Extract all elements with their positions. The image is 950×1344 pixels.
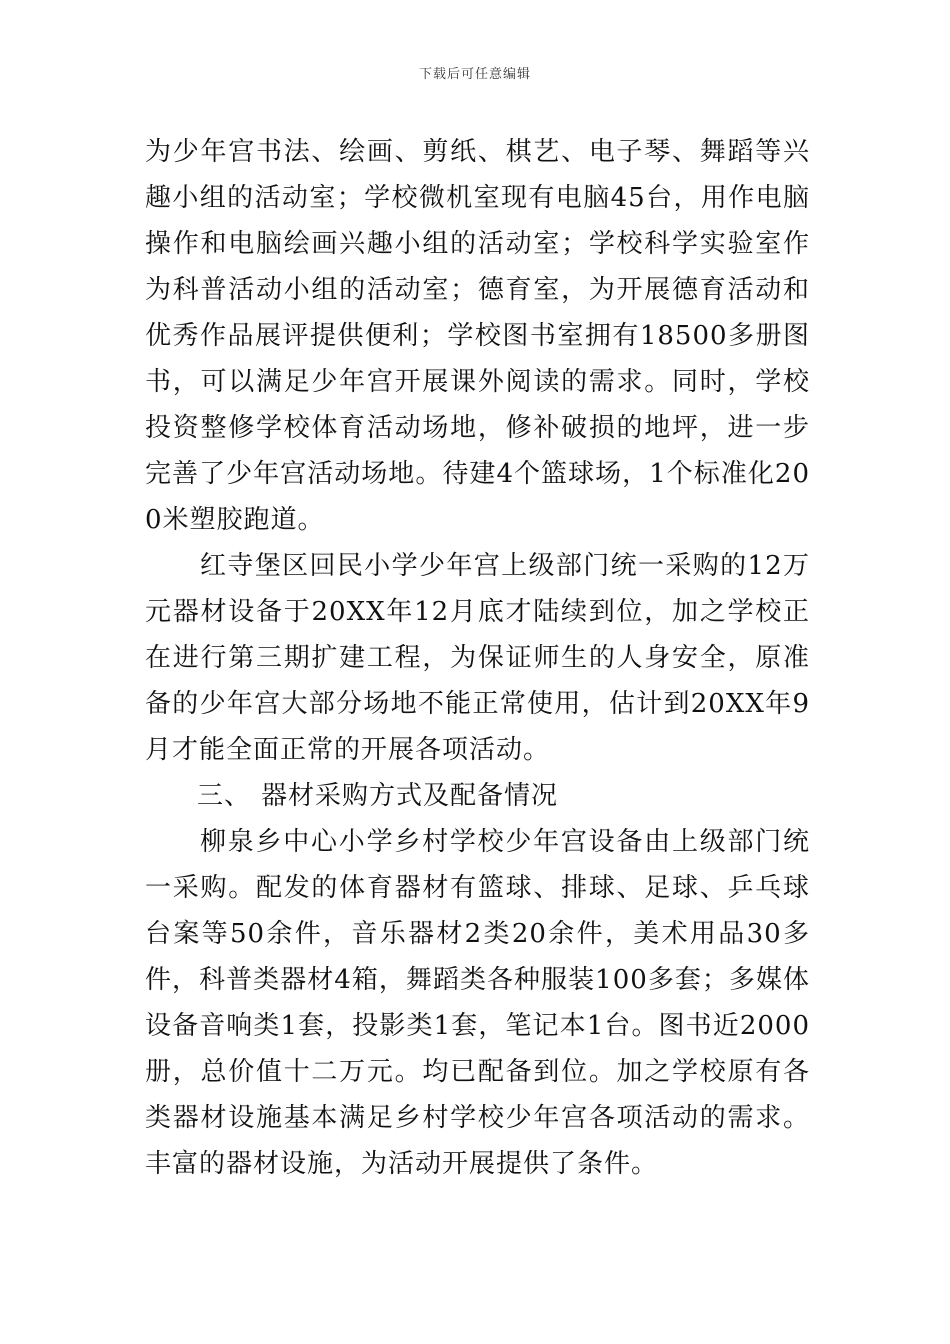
section-number: 三、 xyxy=(197,781,252,811)
paragraph-equipment-delay: 红寺堡区回民小学少年宫上级部门统一采购的12万元器材设备于20XX年12月底才陆续到位，加之学校正在进行第三期扩建工程，为保证师生的人身安全，原准备的少年宫大部分场地不能正常使用，估计到20XX年9月才能全面正常的开展各项活动。 xyxy=(145,551,810,765)
paragraph-procurement: 柳泉乡中心小学乡村学校少年宫设备由上级部门统一采购。配发的体育器材有篮球、排球、足球、乒乓球台案等50余件，音乐器材2类20余件，美术用品30多件，科普类器材4箱，舞蹈类各种服装100多套；多媒体设备音响类1套，投影类1套，笔记本1台。图书近2000册，总价值十二万元。均已配备到位。加之学校原有各类器材设施基本满足乡村学校少年宫各项活动的需求。丰富的器材设施，为活动开展提供了条件。 xyxy=(145,827,810,1179)
page-header: 下载后可任意编辑 xyxy=(418,67,531,82)
document-body xyxy=(145,129,810,1187)
section-heading xyxy=(145,773,810,819)
section-title: 器材采购方式及配备情况 xyxy=(261,781,559,811)
paragraph-facilities: 为少年宫书法、绘画、剪纸、棋艺、电子琴、舞蹈等兴趣小组的活动室；学校微机室现有电脑45台，用作电脑操作和电脑绘画兴趣小组的活动室；学校科学实验室作为科普活动小组的活动室；德育室，为开展德育活动和优秀作品展评提供便利；学校图书室拥有18500多册图书，可以满足少年宫开展课外阅读的需求。同时，学校投资整修学校体育活动场地，修补破损的地坪，进一步完善了少年宫活动场地。待建4个篮球场，1个标准化200米塑胶跑道。 xyxy=(145,137,810,535)
